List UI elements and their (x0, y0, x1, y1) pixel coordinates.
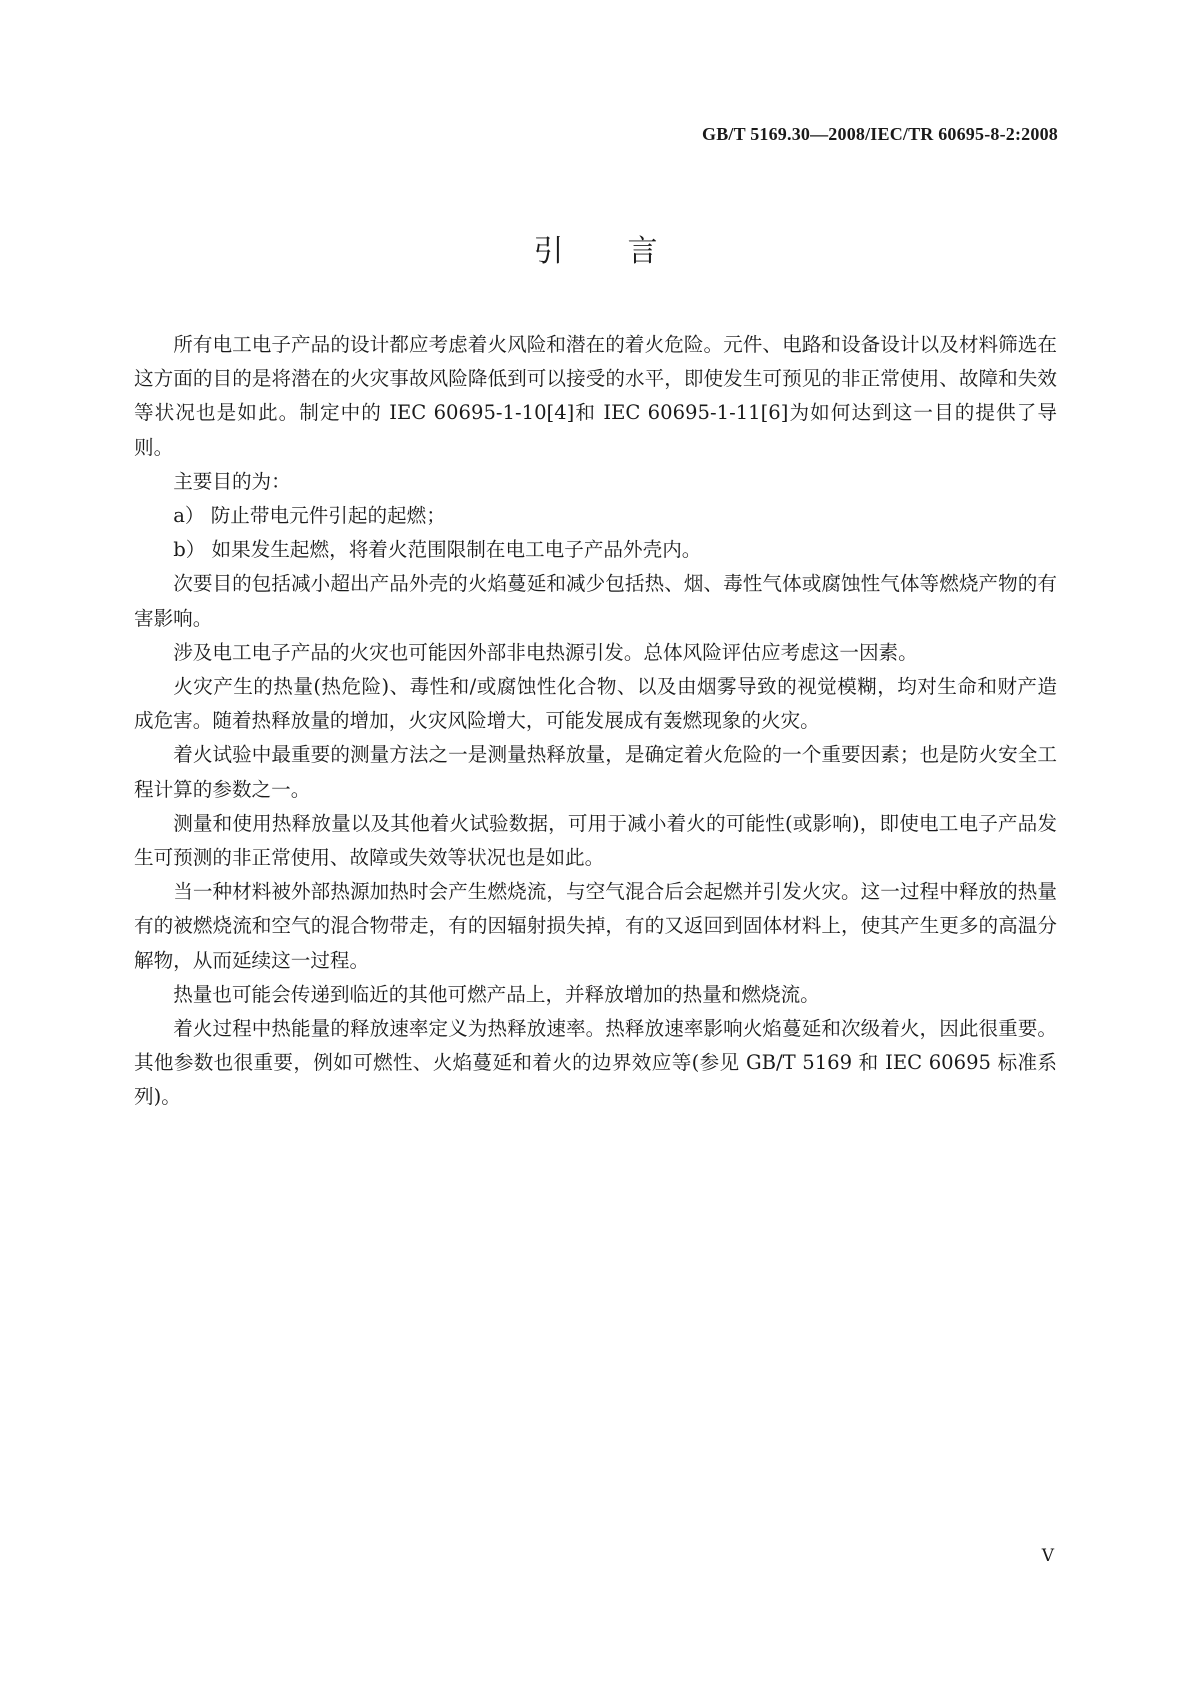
paragraph: 火灾产生的热量(热危险)、毒性和/或腐蚀性化合物、以及由烟雾导致的视觉模糊，均对生命和财产造成危害。随着热释放量的增加，火灾风险增大，可能发展成有轰燃现象的火灾。 (134, 675, 1057, 733)
paragraph: 热量也可能会传递到临近的其他可燃产品上，并释放增加的热量和燃烧流。 (173, 982, 820, 1006)
paragraph: 次要目的包括减小超出产品外壳的火焰蔓延和减少包括热、烟、毒性气体或腐蚀性气体等燃烧产物的有害影响。 (134, 572, 1057, 630)
section-title: 引言 (533, 234, 722, 269)
paragraph: 主要目的为： (173, 469, 291, 493)
body-text (134, 328, 1057, 1115)
paragraph: 测量和使用热释放量以及其他着火试验数据，可用于减小着火的可能性(或影响)，即使电工电子产品发生可预测的非正常使用、故障或失效等状况也是如此。 (134, 811, 1057, 870)
paragraph: 涉及电工电子产品的火灾也可能因外部非电热源引发。总体风险评估应考虑这一因素。 (173, 640, 918, 664)
standard-number-header: GB/T 5169.30—2008/IEC/TR 60695-8-2:2008 (702, 124, 1058, 144)
page-number: Ⅴ (1041, 1546, 1054, 1565)
list-item: b） 如果发生起燃，将着火范围限制在电工电子产品外壳内。 (173, 538, 702, 562)
paragraph: 着火试验中最重要的测量方法之一是测量热释放量，是确定着火危险的一个重要因素；也是防火安全工程计算的参数之一。 (134, 743, 1057, 801)
paragraph: 所有电工电子产品的设计都应考虑着火风险和潜在的着火危险。元件、电路和设备设计以及材料筛选在这方面的目的是将潜在的火灾事故风险降低到可以接受的水平，即使发生可预见的非正常使用、故障和失效等状况也是如此。制定中的 IEC 60695-1-10[4]和 IEC 60695-1-11[6]为如何达到这一目的提供了导则。 (134, 333, 1057, 459)
paragraph: 当一种材料被外部热源加热时会产生燃烧流，与空气混合后会起燃并引发火灾。这一过程中释放的热量有的被燃烧流和空气的混合物带走，有的因辐射损失掉，有的又返回到固体材料上，使其产生更多的高温分解物，从而延续这一过程。 (134, 880, 1057, 972)
paragraph: 着火过程中热能量的释放速率定义为热释放速率。热释放速率影响火焰蔓延和次级着火，因此很重要。其他参数也很重要，例如可燃性、火焰蔓延和着火的边界效应等(参见 GB/T 5169 和 IEC 60695 标准系列)。 (134, 1017, 1057, 1109)
list-item: a） 防止带电元件引起的起燃； (173, 504, 446, 528)
